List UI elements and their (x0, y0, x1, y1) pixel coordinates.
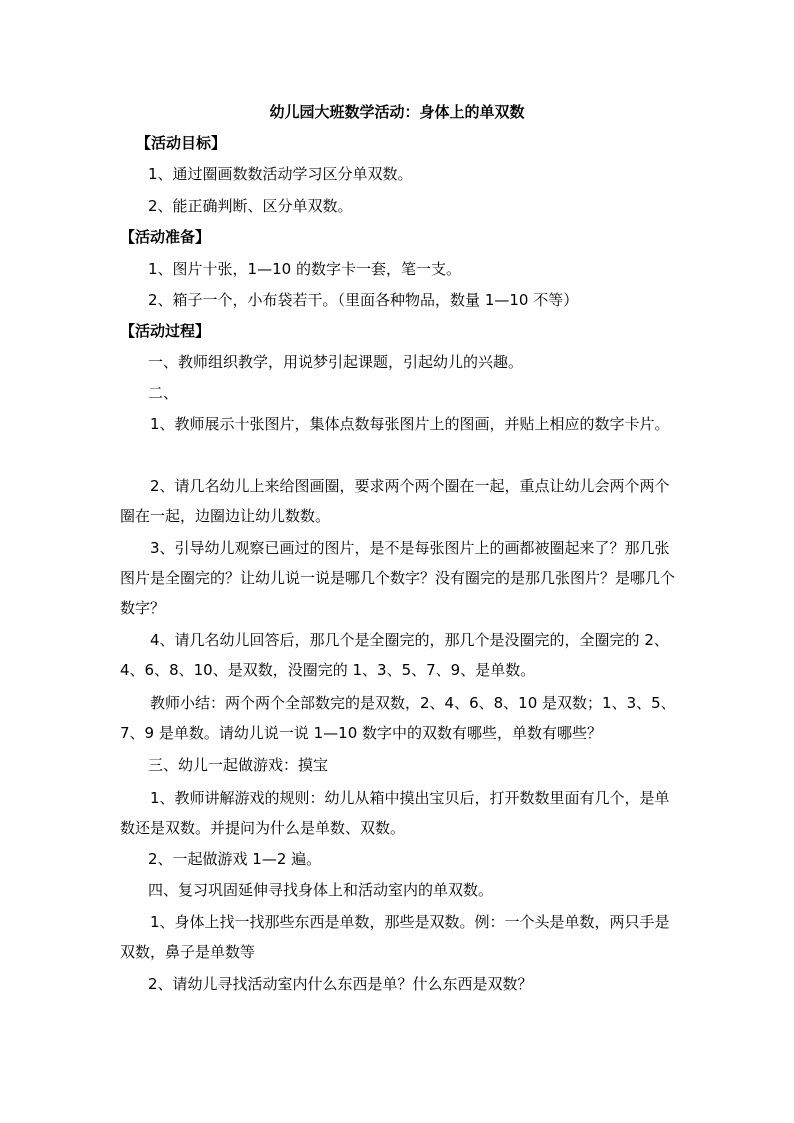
process-paragraph-3: 3、引导幼儿观察已画过的图片，是不是每张图片上的画都被圈起来了？那几张图片是全圈完的？让幼儿说一说是哪几个数字？没有圈完的是那几张图片？是哪几个数字？ (120, 539, 676, 617)
prep-item-2: 2、箱子一个，小布袋若干。（里面各种物品，数量 1—10 不等） (148, 291, 579, 309)
document-title: 幼儿园大班数学活动：身体上的单双数 (269, 103, 525, 121)
process-step-1: 一、教师组织教学，用说梦引起课题，引起幼儿的兴趣。 (148, 353, 524, 371)
prep-heading: 【活动准备】 (120, 228, 211, 246)
process-paragraph-6: 1、身体上找一找那些东西是单数，那些是双数。例：一个头是单数，两只手是双数，鼻子是单数等 (120, 913, 670, 961)
process-heading: 【活动过程】 (120, 322, 211, 340)
goal-item-1: 1、通过圈画数数活动学习区分单双数。 (148, 165, 413, 183)
process-paragraph-4: 4、请几名幼儿回答后，那几个是全圈完的，那几个是没圈完的，全圈完的 2、4、6、8、10、是双数，没圈完的 1、3、5、7、9、是单数。 (120, 631, 669, 679)
goals-heading: 【活动目标】 (136, 134, 227, 152)
process-step-3: 三、幼儿一起做游戏：摸宝 (148, 756, 329, 774)
process-paragraph-2: 2、请几名幼儿上来给图画圈，要求两个两个圈在一起，重点让幼儿会两个两个圈在一起，边圈边让幼儿数数。 (120, 477, 670, 525)
teacher-summary: 教师小结：两个两个全部数完的是双数，2、4、6、8、10 是双数；1、3、5、7、9 是单数。请幼儿说一说 1—10 数字中的双数有哪些，单数有哪些？ (120, 694, 676, 742)
process-paragraph-1: 1、教师展示十张图片，集体点数每张图片上的图画，并贴上相应的数字卡片。 (150, 415, 670, 433)
prep-item-1: 1、图片十张，1—10 的数字卡一套，笔一支。 (148, 260, 461, 278)
process-step-4: 2、一起做游戏 1—2 遍。 (148, 850, 322, 868)
process-paragraph-5: 1、教师讲解游戏的规则：幼儿从箱中摸出宝贝后，打开数数里面有几个，是单数还是双数。并提问为什么是单数、双数。 (120, 789, 670, 837)
process-step-5: 四、复习巩固延伸寻找身体上和活动室内的单双数。 (148, 881, 494, 899)
process-step-6: 2、请幼儿寻找活动室内什么东西是单？什么东西是双数？ (148, 975, 533, 993)
goal-item-2: 2、能正确判断、区分单双数。 (148, 197, 353, 215)
process-step-2: 二、 (148, 384, 179, 402)
